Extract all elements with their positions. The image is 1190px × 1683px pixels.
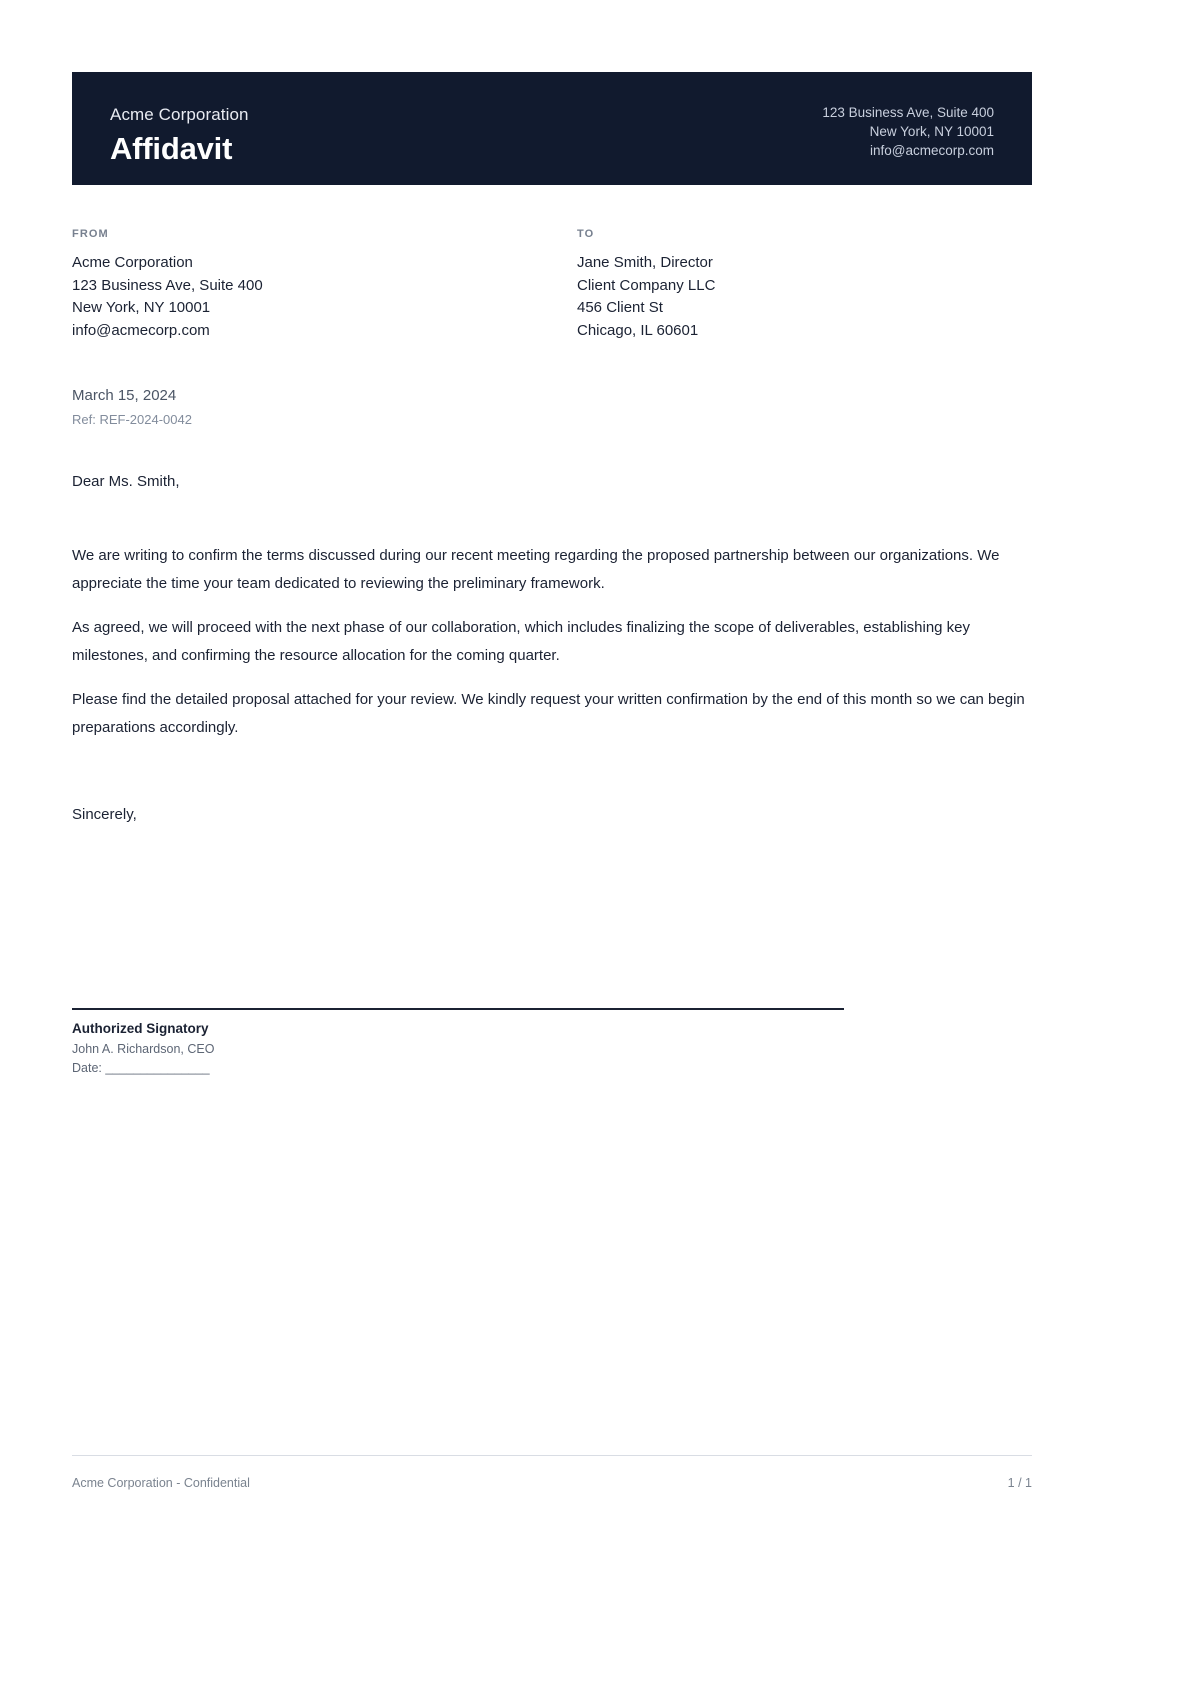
letter-date: March 15, 2024 <box>72 387 177 404</box>
from-line: 123 Business Ave, Suite 400 <box>72 276 263 294</box>
body-paragraph: We are writing to confirm the terms discussed during our recent meeting regarding the proposed partnership between our organizations. We appreciate the time your team dedicated to reviewing the preliminary framework. <box>72 547 1000 592</box>
to-line: Client Company LLC <box>577 276 716 294</box>
signature-block <box>72 1008 844 1078</box>
signatory-role: Authorized Signatory <box>72 1021 209 1036</box>
signature-line <box>72 1008 844 1010</box>
contact-city-line: New York, NY 10001 <box>869 124 994 139</box>
to-line: 456 Client St <box>577 299 663 316</box>
letter-body <box>72 542 1035 758</box>
contact-address-line: 123 Business Ave, Suite 400 <box>822 105 994 120</box>
from-line: New York, NY 10001 <box>72 299 211 316</box>
letterhead-banner <box>72 72 1032 185</box>
to-label: TO <box>577 228 595 240</box>
page-footer <box>72 1455 1032 1492</box>
signatory-name: John A. Richardson, CEO <box>72 1042 215 1056</box>
from-line: Acme Corporation <box>72 254 193 271</box>
letterhead-contact <box>822 103 994 167</box>
footer-confidentiality-note: Acme Corporation - Confidential <box>72 1476 250 1490</box>
signature-date-field: Date: _______________ <box>72 1061 210 1075</box>
closing-line: Sincerely, <box>72 806 137 823</box>
letterhead-identity <box>110 104 249 167</box>
salutation: Dear Ms. Smith, <box>72 473 180 490</box>
reference-number: Ref: REF-2024-0042 <box>72 412 192 427</box>
to-line: Chicago, IL 60601 <box>577 321 699 339</box>
contact-email-line: info@acmecorp.com <box>870 143 994 158</box>
to-block <box>552 228 1032 342</box>
document-meta <box>72 385 192 430</box>
address-block <box>72 228 1032 342</box>
to-line: Jane Smith, Director <box>577 254 713 271</box>
document-title: Affidavit <box>110 131 233 166</box>
company-name: Acme Corporation <box>110 105 249 124</box>
page-number: 1 / 1 <box>1007 1476 1032 1490</box>
from-label: FROM <box>72 228 109 240</box>
from-block <box>72 228 552 342</box>
body-paragraph: As agreed, we will proceed with the next phase of our collaboration, which includes finalizing the scope of deliverables, establishing key milestones, and confirming the resource allocation for the coming quarter. <box>72 619 971 664</box>
body-paragraph: Please find the detailed proposal attached for your review. We kindly request your written confirmation by the end of this month so we can begin preparations accordingly. <box>72 691 1025 736</box>
from-line: info@acmecorp.com <box>72 321 210 339</box>
